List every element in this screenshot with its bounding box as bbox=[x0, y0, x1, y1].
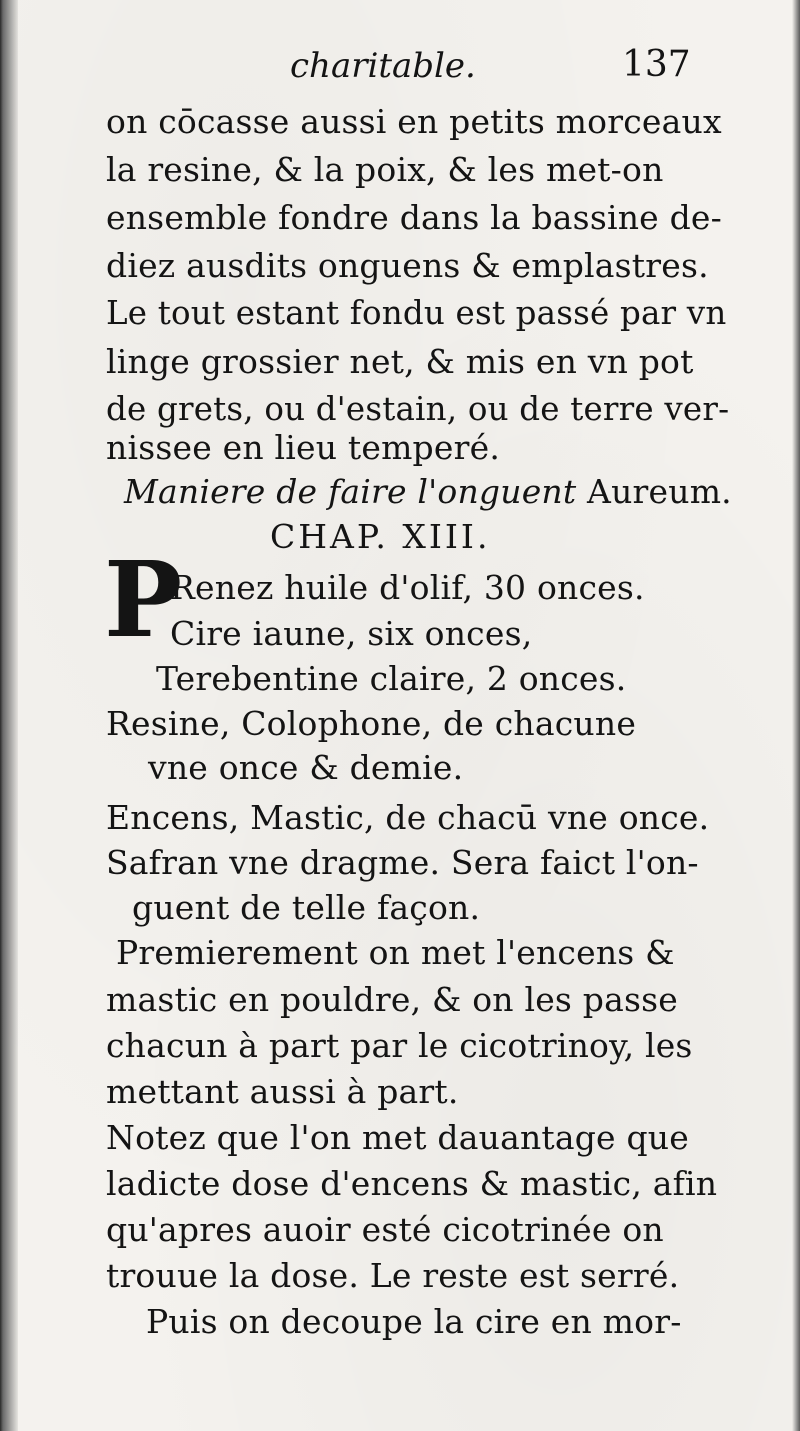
text-line: on cōcasse aussi en petits morceaux bbox=[106, 102, 722, 141]
running-header: charitable. bbox=[290, 46, 476, 86]
page-right-edge-shadow bbox=[792, 0, 800, 1431]
text-line: diez ausdits onguens & emplastres. bbox=[106, 246, 709, 285]
recipe-line: Safran vne dragme. Sera faict l'on- bbox=[106, 843, 699, 882]
page-left-edge-shadow bbox=[0, 0, 18, 1431]
text-line: linge grossier net, & mis en vn pot bbox=[106, 342, 694, 381]
section-heading-italic: Maniere de faire l'onguent bbox=[124, 472, 577, 511]
text-line: Notez que l'on met dauantage que bbox=[106, 1118, 689, 1157]
recipe-line: Terebentine claire, 2 onces. bbox=[156, 659, 627, 698]
text-line: ensemble fondre dans la bassine de- bbox=[106, 198, 722, 237]
recipe-line: Encens, Mastic, de chacū vne once. bbox=[106, 798, 710, 837]
drop-cap: P bbox=[104, 538, 183, 661]
recipe-line: guent de telle façon. bbox=[132, 888, 481, 927]
text-line: trouue la dose. Le reste est serré. bbox=[106, 1256, 680, 1295]
text-line: la resine, & la poix, & les met-on bbox=[106, 150, 664, 189]
page-number: 137 bbox=[622, 44, 691, 85]
text-line: Puis on decoupe la cire en mor- bbox=[146, 1302, 682, 1341]
text-line: mastic en pouldre, & on les passe bbox=[106, 980, 678, 1019]
recipe-line: vne once & demie. bbox=[148, 748, 464, 787]
recipe-line: Resine, Colophone, de chacune bbox=[106, 704, 637, 743]
text-line: Premierement on met l'encens & bbox=[116, 933, 675, 972]
section-heading bbox=[124, 472, 732, 511]
text-line: chacun à part par le cicotrinoy, les bbox=[106, 1026, 693, 1065]
text-line: ladicte dose d'encens & mastic, afin bbox=[106, 1164, 718, 1203]
text-line: nissee en lieu temperé. bbox=[106, 428, 501, 467]
text-line: mettant aussi à part. bbox=[106, 1072, 459, 1111]
text-line: qu'apres auoir esté cicotrinée on bbox=[106, 1210, 664, 1249]
chapter-heading: CHAP. XIII. bbox=[270, 517, 491, 556]
section-heading-roman: Aureum. bbox=[587, 472, 732, 511]
text-line: Le tout estant fondu est passé par vn bbox=[106, 294, 727, 332]
text-line: de grets, ou d'estain, ou de terre ver- bbox=[106, 390, 730, 428]
recipe-line: Renez huile d'olif, 30 onces. bbox=[170, 568, 645, 607]
recipe-line: Cire iaune, six onces, bbox=[170, 614, 533, 653]
